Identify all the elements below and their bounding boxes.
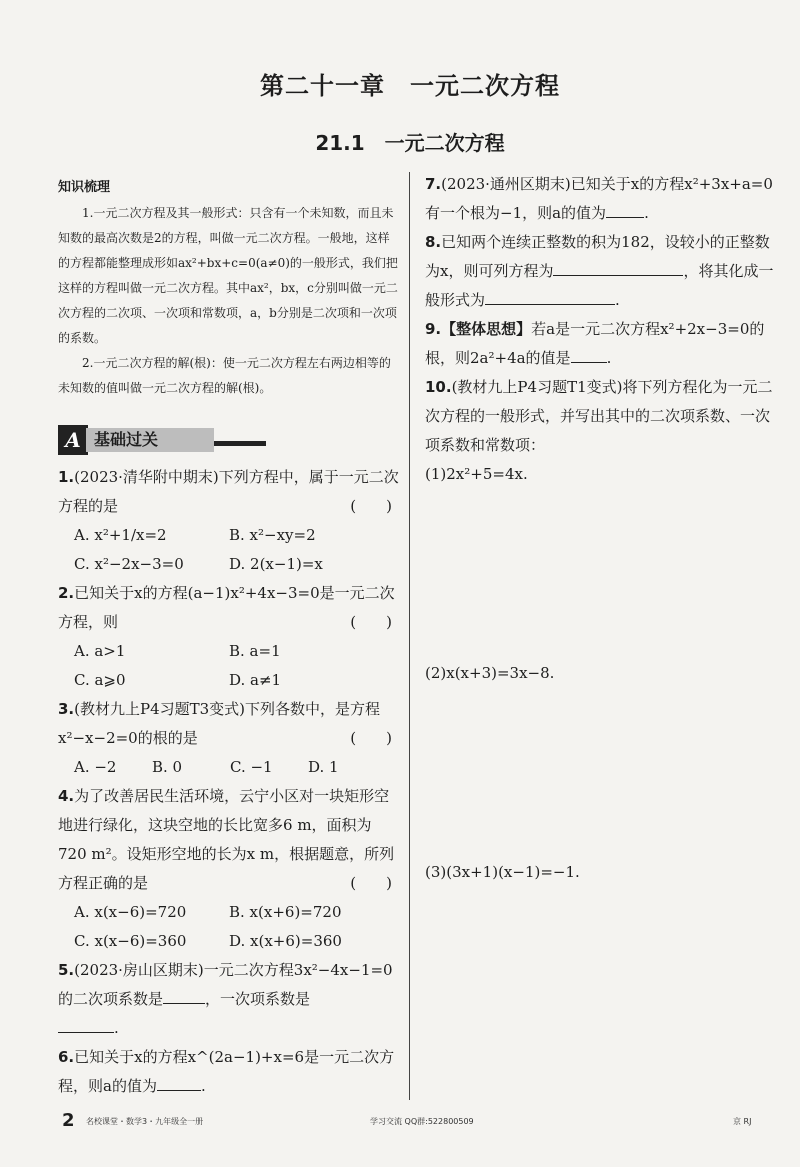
option-a: A. x(x−6)=720 xyxy=(74,903,187,921)
option-b: B. x(x+6)=720 xyxy=(229,903,342,921)
question-1 xyxy=(58,463,400,579)
option-b: B. x²−xy=2 xyxy=(229,526,316,544)
option-c: C. a⩾0 xyxy=(74,671,126,689)
left-column xyxy=(58,172,400,1101)
column-divider xyxy=(409,172,410,1100)
right-column xyxy=(425,170,775,887)
answer-blank[interactable] xyxy=(571,346,607,363)
banner-label: 基础过关 xyxy=(86,428,214,452)
question-number: 9. xyxy=(425,320,442,338)
question-number: 3. xyxy=(58,700,75,718)
knowledge-heading: 知识梳理 xyxy=(58,180,111,195)
answer-blank[interactable] xyxy=(553,259,683,276)
question-number: 8. xyxy=(425,233,442,251)
answer-blank[interactable] xyxy=(163,987,205,1004)
answer-bracket: ( ) xyxy=(350,613,392,631)
question-end: . xyxy=(615,291,620,309)
chapter-title: 第二十一章 一元二次方程 xyxy=(260,72,560,100)
question-stem: (教材九上P4习题T1变式)将下列方程化为一元二次方程的一般形式，并写出其中的二次项系数、一次项系数和常数项： xyxy=(425,378,773,454)
answer-blank[interactable] xyxy=(606,201,644,218)
question-number: 6. xyxy=(58,1048,75,1066)
footer-book-title: 名校课堂・数学3・九年级全一册 xyxy=(86,1117,204,1126)
sub-question-1: (1)2x²+5=4x. xyxy=(425,465,528,483)
question-number: 5. xyxy=(58,961,75,979)
knowledge-paragraph-1: 1.一元二次方程及其一般形式：只含有一个未知数，而且未知数的最高次数是2的方程，叫做一元二次方程。一般地，这样的方程都能整理成形如ax²+bx+c=0(a≠0)的一般形式，我们把这样的方程叫做一元二次方程。其中ax²，bx，c分别叫做一元二次方程的二次项、一次项和常数项，a，b分别是二次项和一次项的系数。 xyxy=(58,206,398,345)
knowledge-paragraph-2: 2.一元二次方程的解(根)：使一元二次方程左右两边相等的未知数的值叫做一元二次方程的解(根)。 xyxy=(58,356,391,395)
option-a: A. x²+1/x=2 xyxy=(74,526,167,544)
question-4 xyxy=(58,782,400,956)
question-number: 2. xyxy=(58,584,75,602)
option-b: B. 0 xyxy=(152,758,183,776)
answer-bracket: ( ) xyxy=(350,874,392,892)
sub-question-2: (2)x(x+3)=3x−8. xyxy=(425,664,555,682)
question-tag: 【整体思想】 xyxy=(441,320,532,338)
section-title: 21.1 一元二次方程 xyxy=(315,131,505,155)
question-5 xyxy=(58,956,400,1043)
question-8 xyxy=(425,228,775,315)
answer-blank[interactable] xyxy=(485,288,615,305)
question-stem-continued: ，将其化成一般形式为 xyxy=(425,262,774,309)
question-stem: 已知关于x的方程x^(2a−1)+x=6是一元二次方程，则a的值为 xyxy=(58,1048,395,1095)
question-number: 1. xyxy=(58,468,75,486)
question-stem: (2023·房山区期末)一元二次方程3x²−4x−1=0的二次项系数是 xyxy=(58,961,393,1008)
option-c: C. x(x−6)=360 xyxy=(74,932,187,950)
section-banner xyxy=(58,425,400,455)
question-stem: (2023·通州区期末)已知关于x的方程x²+3x+a=0有一个根为−1，则a的值为 xyxy=(425,175,773,222)
question-end: . xyxy=(200,1077,206,1095)
question-stem: 为了改善居民生活环境，云宁小区对一块矩形空地进行绿化，这块空地的长比宽多6 m，面积为720 m²。设矩形空地的长为x m，根据题意，所列方程正确的是 xyxy=(58,787,395,892)
sub-question-3: (3)(3x+1)(x−1)=−1. xyxy=(425,863,580,881)
question-end: . xyxy=(606,349,612,367)
footer-qq-group: 学习交流 QQ群:522800509 xyxy=(370,1117,474,1126)
answer-blank[interactable] xyxy=(157,1074,201,1091)
page-number: 2 xyxy=(62,1110,75,1131)
question-7 xyxy=(425,170,775,228)
question-3 xyxy=(58,695,400,782)
answer-bracket: ( ) xyxy=(350,729,392,747)
option-b: B. a=1 xyxy=(229,642,281,660)
question-9 xyxy=(425,315,775,373)
question-2 xyxy=(58,579,400,695)
question-end: . xyxy=(114,1019,119,1037)
option-d: D. x(x+6)=360 xyxy=(229,932,342,950)
question-stem: (2023·清华附中期末)下列方程中，属于一元二次方程的是 xyxy=(58,468,399,515)
question-10 xyxy=(425,373,775,887)
option-a: A. a>1 xyxy=(74,642,126,660)
option-c: C. x²−2x−3=0 xyxy=(74,555,184,573)
question-number: 10. xyxy=(425,378,452,396)
option-a: A. −2 xyxy=(74,758,117,776)
question-number: 7. xyxy=(425,175,442,193)
option-d: D. 2(x−1)=x xyxy=(229,555,323,573)
answer-blank[interactable] xyxy=(58,1016,114,1033)
banner-badge: A xyxy=(58,425,88,455)
option-d: D. 1 xyxy=(308,758,339,776)
question-6 xyxy=(58,1043,400,1101)
question-stem: (教材九上P4习题T3变式)下列各数中，是方程x²−x−2=0的根的是 xyxy=(58,700,381,747)
question-stem-continued: ，一次项系数是 xyxy=(205,990,311,1008)
question-end: . xyxy=(644,204,649,222)
question-stem: 已知两个连续正整数的积为182，设较小的正整数为x，则可列方程为 xyxy=(425,233,770,280)
banner-decoration xyxy=(214,441,266,446)
answer-bracket: ( ) xyxy=(350,497,392,515)
question-number: 4. xyxy=(58,787,75,805)
option-c: C. −1 xyxy=(230,758,273,776)
footer-edition: 京 RJ xyxy=(733,1117,752,1126)
question-stem: 已知关于x的方程(a−1)x²+4x−3=0是一元二次方程，则 xyxy=(58,584,395,631)
question-stem: 若a是一元二次方程x²+2x−3=0的根，则2a²+4a的值是 xyxy=(425,320,765,367)
option-d: D. a≠1 xyxy=(229,671,282,689)
